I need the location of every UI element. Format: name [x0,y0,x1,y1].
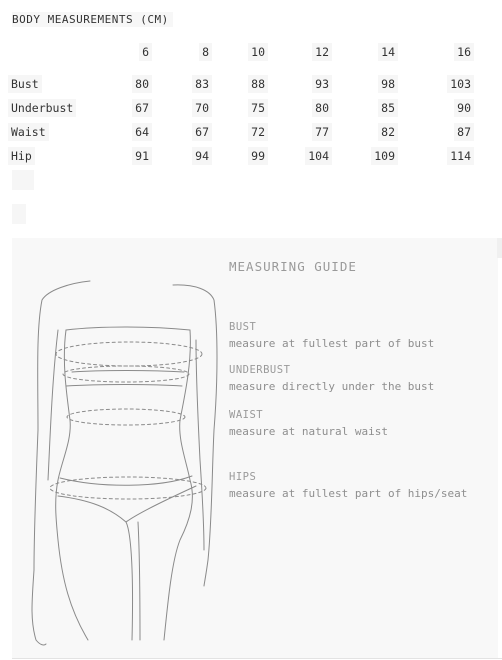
table-cell: 83 [152,72,212,96]
size-header: 6 [118,40,152,64]
waist-description: measure at natural waist [229,425,388,438]
right-arm-inner [196,340,204,550]
table-cell: 114 [398,144,474,168]
hips-measure-ellipse [50,477,206,499]
table-cell: 103 [398,72,474,96]
row-label: Underbust [8,96,118,120]
table-cell: 67 [152,120,212,144]
size-chart-title: BODY MEASUREMENTS (CM) [12,12,173,27]
table-cell: 87 [398,120,474,144]
table-cell: 104 [268,144,332,168]
table-cell: 88 [212,72,268,96]
table-cell: 75 [212,96,268,120]
size-header: 8 [152,40,212,64]
table-cell: 70 [152,96,212,120]
table-cell: 90 [398,96,474,120]
size-header: 10 [212,40,268,64]
table-cell: 77 [268,120,332,144]
table-cell: 99 [212,144,268,168]
row-label: Waist [8,120,118,144]
bust-measure-ellipse [56,342,202,366]
left-arm-outline [32,281,90,645]
briefs-top-line [60,476,192,485]
table-cell: 85 [332,96,398,120]
guide-title: MEASURING GUIDE [229,259,357,274]
waist-measure-ellipse [67,409,185,425]
bra-lower-line [72,371,184,373]
hips-description: measure at fullest part of hips/seat [229,487,468,500]
table-cell: 109 [332,144,398,168]
table-cell: 93 [268,72,332,96]
underbust-label: UNDERBUST [229,364,291,376]
underbust-description: measure directly under the bust [229,380,435,393]
table-cell: 94 [152,144,212,168]
table-cell: 82 [332,120,398,144]
bust-label: BUST [229,321,257,333]
size-header: 14 [332,40,398,64]
table-cell: 64 [118,120,152,144]
inner-leg-line [126,522,133,640]
row-label: Bust [8,72,118,96]
briefs-leg-line [58,486,196,522]
bra-top-line [66,327,190,330]
table-cell: 72 [212,120,268,144]
torso-right-outline [164,330,192,640]
hips-label: HIPS [229,471,257,483]
waist-label: WAIST [229,409,264,421]
bra-band-line [66,385,182,387]
table-cell: 91 [118,144,152,168]
size-header: 12 [268,40,332,64]
table-cell: 67 [118,96,152,120]
underbust-measure-ellipse [63,366,189,382]
table-cell: 98 [332,72,398,96]
size-header: 16 [398,40,474,64]
table-cell: 80 [268,96,332,120]
bust-description: measure at fullest part of bust [229,337,435,350]
table-cell: 80 [118,72,152,96]
inner-leg-line-2 [138,522,140,640]
torso-left-outline [56,330,88,640]
row-label: Hip [8,144,118,168]
